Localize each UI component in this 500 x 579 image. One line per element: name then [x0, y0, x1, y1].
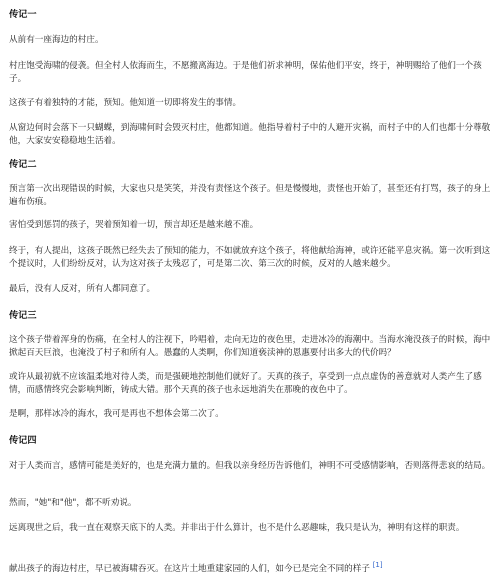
- section-heading-4: 传记四: [9, 435, 37, 446]
- paragraph: 对于人类而言，感情可能是美好的，也是充满力量的。但我以亲身经历告诉他们，神明不可受感情影响，否则落得悲哀的结局。: [9, 461, 491, 471]
- paragraph-text: 献出孩子的海边村庄，早已被海啸吞灭。在这片土地重建家园的人们，如今已是完全不同的样子: [9, 563, 370, 574]
- paragraph: 从前有一座海边的村庄。: [9, 35, 104, 45]
- paragraph: 最后，没有人反对，所有人都同意了。: [9, 284, 156, 294]
- paragraph: 或许从最初就不应该温柔地对待人类，而是强硬地控制他们就好了。天真的孩子，享受到一点点虚伪的善意就对人类产生了感情，而感情终究会影响判断，铸成大错。那个天真的孩子也永远地消失在那晚的夜色中了。: [9, 372, 482, 395]
- paragraph: 远离现世之后，我一直在观察天底下的人类。并非出于什么算计，也不是什么恶趣味，我只是认为，神明有这样的职责。: [9, 523, 465, 533]
- paragraph: 村庄饱受海啸的侵袭。但全村人依海而生，不愿搬离海边。于是他们祈求神明，保佑他们平安，终于，神明赐给了他们一个孩子。: [9, 61, 482, 84]
- paragraph: 这个孩子带着浑身的伤痛，在全村人的注视下，吟唱着，走向无边的夜色里，走进冰冷的海潮中。当海水淹没孩子的时候，海中掀起百天巨浪，也淹没了村子和所有人。愚蠢的人类啊，你们知道亵渎神的恩惠要付出多大的代价吗？: [9, 335, 491, 358]
- paragraph: 预言第一次出现错误的时候，大家也只是笑笑，并没有责怪这个孩子。但是慢慢地，责怪也开始了，甚至还有打骂，孩子的身上遍布伤痕。: [9, 184, 491, 207]
- paragraph: 是啊，那样冰冷的海水，我可是再也不想体会第二次了。: [9, 409, 224, 419]
- section-heading-3: 传记三: [9, 310, 37, 321]
- paragraph: 然而，"她"和"他"，都不听劝说。: [9, 498, 137, 508]
- section-heading-2: 传记二: [9, 159, 37, 170]
- citation-link[interactable]: [1]: [372, 561, 383, 569]
- paragraph: 害怕受到惩罚的孩子，哭着预知着一切，预言却还是越来越不准。: [9, 220, 259, 230]
- paragraph-last: [9, 559, 492, 576]
- paragraph: 终于，有人提出，这孩子既然已经失去了预知的能力，不如就放弃这个孩子，将他献给海神，或许还能平息灾祸。第一次听到这个提议时，人们纷纷反对，认为这对孩子太残忍了，可是第二次、第三次的时候，反对的人越来越少。: [9, 246, 491, 269]
- paragraph: 这孩子有着独特的才能，预知。他知道一切即将发生的事情。: [9, 98, 242, 108]
- section-heading-1: 传记一: [9, 9, 37, 20]
- paragraph: 从窗边何时会落下一只蝴蝶，到海啸何时会毁灭村庄，他都知道。他指导着村子中的人避开灾祸，而村子中的人们也都十分尊敬他，大家安安稳稳地生活着。: [9, 123, 491, 146]
